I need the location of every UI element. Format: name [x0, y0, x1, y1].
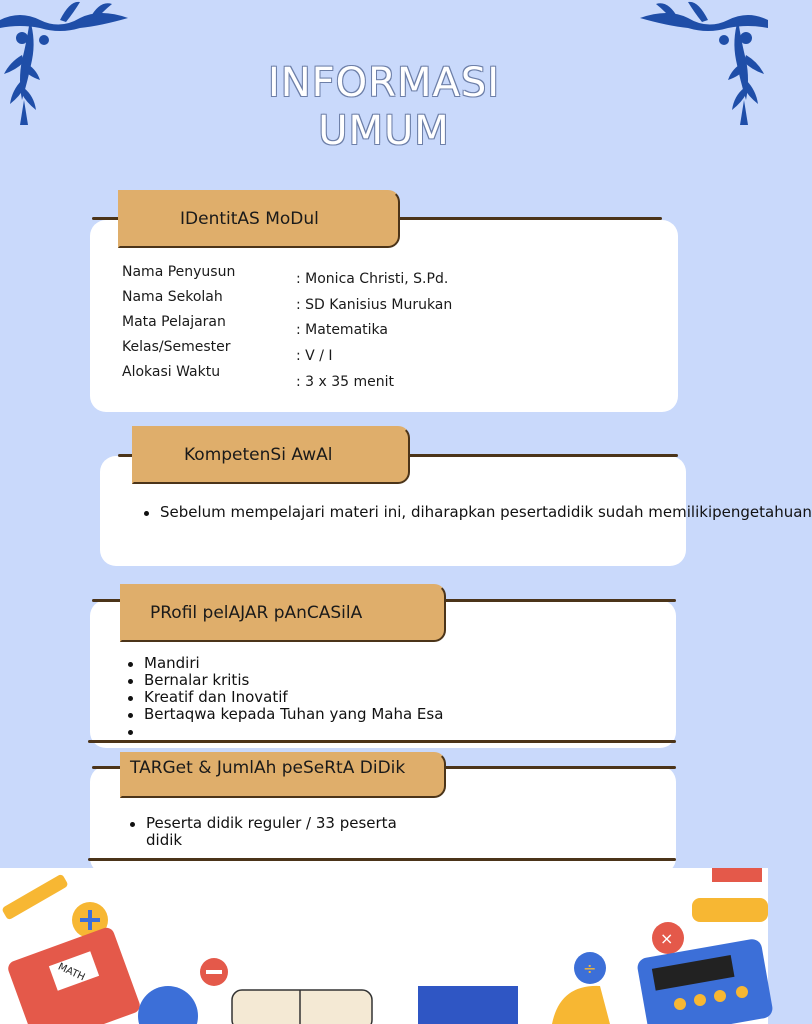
profil-item: Kreatif dan Inovatif: [124, 689, 443, 706]
identitas-value: : SD Kanisius Murukan: [296, 297, 453, 313]
svg-text:×: ×: [660, 929, 674, 948]
identitas-tab: [118, 190, 400, 248]
target-bottom-divider: [88, 858, 676, 861]
profil-bottom-divider: [88, 740, 676, 743]
profil-item: [124, 723, 443, 740]
kompetensi-tab: [132, 426, 410, 484]
target-item: Peserta didik reguler / 33 peserta didik: [126, 815, 426, 849]
profil-item: Bernalar kritis: [124, 672, 443, 689]
profil-tab: [120, 584, 446, 642]
math-book-label: MATH: [56, 961, 87, 984]
profil-list: [124, 655, 443, 740]
identitas-value: : V / I: [296, 348, 333, 364]
school-supplies-illustration: [0, 868, 768, 1024]
kompetensi-item: Sebelum mempelajari materi ini, diharapkan pesertadidik sudah memilikipengetahuan: [140, 504, 812, 521]
page-title-line2: UMUM: [318, 108, 450, 154]
kompetensi-heading: KompetenSi AwAl: [184, 445, 333, 465]
identitas-label: Kelas/Semester: [122, 339, 231, 355]
target-list: [126, 815, 426, 849]
svg-text:÷: ÷: [583, 959, 597, 978]
identitas-value: : Monica Christi, S.Pd.: [296, 271, 449, 287]
identitas-heading: IDentitAS MoDul: [180, 209, 319, 229]
target-heading: TARGet & JumlAh peSeRtA DiDik: [130, 758, 406, 778]
identitas-label: Alokasi Waktu: [122, 364, 221, 380]
target-tab: [120, 752, 446, 798]
page-title-line1: INFORMASI: [267, 60, 501, 106]
profil-item: Mandiri: [124, 655, 443, 672]
profil-heading: PRofil pelAJAR pAnCASilA: [150, 603, 363, 623]
identitas-value: : Matematika: [296, 322, 388, 338]
identitas-label: Nama Sekolah: [122, 289, 223, 305]
identitas-label: Mata Pelajaran: [122, 314, 226, 330]
profil-item: Bertaqwa kepada Tuhan yang Maha Esa: [124, 706, 443, 723]
identitas-value: : 3 x 35 menit: [296, 374, 395, 390]
identitas-label: Nama Penyusun: [122, 264, 236, 280]
